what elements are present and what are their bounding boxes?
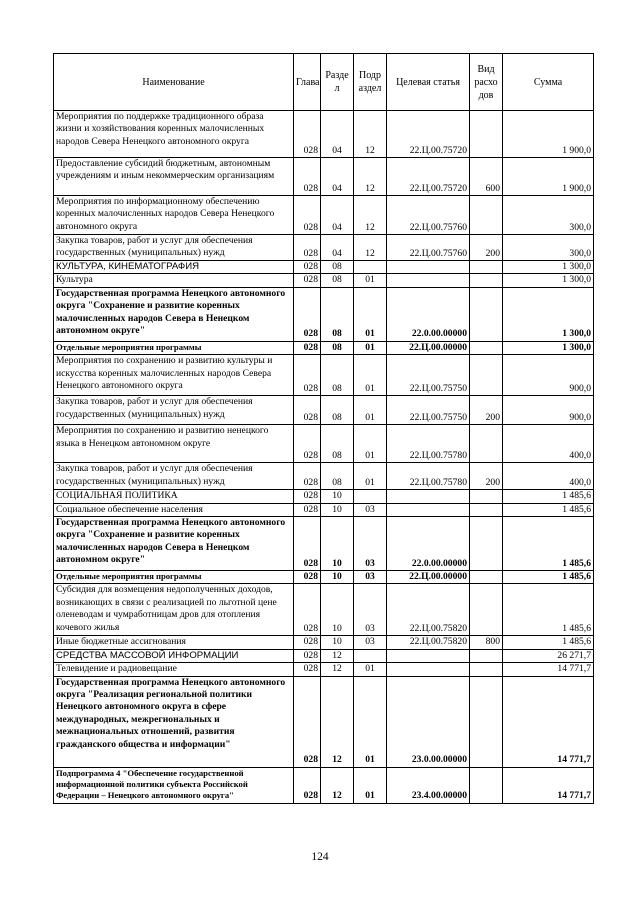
table-header-row [54,54,594,111]
table-cell-glava: 028 [294,235,321,261]
table-cell-sum: 1 300,0 [503,287,594,341]
table-cell-podrazdel: 01 [354,425,387,463]
table-cell-razdel: 04 [321,111,354,158]
table-cell-vid [470,663,503,676]
table-cell-podrazdel: 03 [354,584,387,636]
table-cell-vid [470,584,503,636]
table-cell-glava: 028 [294,341,321,354]
header-name: Наименование [54,54,294,111]
table-cell-glava: 028 [294,274,321,287]
table-row [54,636,594,649]
table-cell-glava: 028 [294,490,321,503]
table-cell-target [387,503,470,516]
table-cell-razdel: 12 [321,676,354,767]
table-cell-target: 22.Ц.00.75780 [387,463,470,490]
table-cell-name: СРЕДСТВА МАССОВОЙ ИНФОРМАЦИИ [54,649,294,662]
table-cell-podrazdel [354,490,387,503]
table-cell-glava: 028 [294,158,321,196]
table-cell-podrazdel: 03 [354,517,387,571]
table-cell-target: 23.4.00.00000 [387,767,470,803]
table-cell-target: 22.Ц.00.75760 [387,196,470,235]
table-cell-vid [470,571,503,584]
table-cell-name: Закупка товаров, работ и услуг для обеспечения государственных (муниципальных) нужд [54,235,294,261]
table-cell-glava: 028 [294,287,321,341]
table-cell-name: Закупка товаров, работ и услуг для обеспечения государственных (муниципальных) нужд [54,396,294,425]
table-cell-razdel: 08 [321,425,354,463]
table-cell-sum: 1 485,6 [503,636,594,649]
table-cell-sum: 1 300,0 [503,274,594,287]
table-cell-podrazdel: 12 [354,111,387,158]
table-cell-vid [470,649,503,662]
table-row [54,287,594,341]
table-cell-sum: 14 771,7 [503,663,594,676]
table-cell-podrazdel: 03 [354,571,387,584]
table-cell-name: Мероприятия по поддержке традиционного образа жизни и хозяйствования коренных малочисленных народов Севера Ненецкого автономного округа [54,111,294,158]
table-cell-razdel: 08 [321,261,354,274]
table-cell-sum: 26 271,7 [503,649,594,662]
table-cell-vid [470,767,503,803]
table-cell-name: Государственная программа Ненецкого автономного округа "Сохранение и развитие коренных малочисленных народов Севера в Ненецком автономном округе" [54,517,294,571]
table-cell-name: Предоставление субсидий бюджетным, автономным учреждениям и иным некоммерческим организациям [54,158,294,196]
table-cell-glava: 028 [294,636,321,649]
table-cell-name: Мероприятия по сохранению и развитию культуры и искусства коренных малочисленных народов Севера Ненецкого автономного округа [54,355,294,396]
table-cell-sum: 400,0 [503,463,594,490]
table-cell-razdel: 08 [321,463,354,490]
table-row [54,584,594,636]
table-cell-name: СОЦИАЛЬНАЯ ПОЛИТИКА [54,490,294,503]
table-row [54,158,594,196]
table-row [54,767,594,803]
table-cell-sum: 300,0 [503,196,594,235]
table-cell-vid: 200 [470,235,503,261]
table-cell-podrazdel: 01 [354,676,387,767]
table-cell-razdel: 08 [321,355,354,396]
table-cell-glava: 028 [294,517,321,571]
table-row [54,663,594,676]
table-cell-podrazdel: 01 [354,355,387,396]
table-cell-razdel: 10 [321,517,354,571]
table-cell-vid [470,503,503,516]
table-cell-razdel: 10 [321,503,354,516]
table-cell-target [387,490,470,503]
table-cell-glava: 028 [294,111,321,158]
table-cell-name: Мероприятия по сохранению и развитию ненецкого языка в Ненецком автономном округе [54,425,294,463]
table-cell-podrazdel: 12 [354,196,387,235]
table-cell-podrazdel [354,261,387,274]
table-cell-target: 22.Ц.00.00000 [387,571,470,584]
budget-table [53,53,594,804]
table-cell-vid: 200 [470,463,503,490]
table-cell-target: 22.Ц.00.75720 [387,111,470,158]
table-cell-glava: 028 [294,261,321,274]
table-cell-sum: 400,0 [503,425,594,463]
table-cell-vid [470,355,503,396]
table-cell-name: Иные бюджетные ассигнования [54,636,294,649]
table-cell-glava: 028 [294,196,321,235]
table-row [54,490,594,503]
table-cell-vid [470,261,503,274]
table-cell-razdel: 10 [321,636,354,649]
table-cell-razdel: 12 [321,767,354,803]
table-cell-target: 22.Ц.00.00000 [387,341,470,354]
table-cell-razdel: 10 [321,490,354,503]
table-row [54,676,594,767]
table-cell-podrazdel: 03 [354,636,387,649]
table-cell-target: 22.Ц.00.75820 [387,636,470,649]
table-cell-glava: 028 [294,767,321,803]
table-cell-sum: 1 900,0 [503,158,594,196]
table-row [54,649,594,662]
table-cell-podrazdel: 01 [354,287,387,341]
table-cell-glava: 028 [294,396,321,425]
table-cell-razdel: 12 [321,663,354,676]
table-cell-glava: 028 [294,463,321,490]
table-row [54,235,594,261]
table-row [54,196,594,235]
table-cell-razdel: 12 [321,649,354,662]
table-cell-sum: 1 485,6 [503,584,594,636]
table-row [54,425,594,463]
table-cell-vid: 600 [470,158,503,196]
table-cell-sum: 1 485,6 [503,517,594,571]
table-cell-sum: 300,0 [503,235,594,261]
table-cell-vid [470,196,503,235]
table-cell-target: 23.0.00.00000 [387,676,470,767]
table-cell-sum: 1 300,0 [503,261,594,274]
page-number: 124 [311,851,329,863]
table-cell-target: 22.Ц.00.75820 [387,584,470,636]
table-cell-target: 22.Ц.00.75750 [387,355,470,396]
table-row [54,341,594,354]
table-cell-glava: 028 [294,676,321,767]
table-row [54,274,594,287]
table-cell-vid [470,287,503,341]
table-cell-podrazdel [354,649,387,662]
header-razdel: Разде л [321,54,354,111]
table-row [54,261,594,274]
header-vid: Вид расхо дов [470,54,503,111]
table-cell-razdel: 04 [321,196,354,235]
table-cell-razdel: 08 [321,396,354,425]
table-cell-razdel: 08 [321,287,354,341]
table-cell-name: КУЛЬТУРА, КИНЕМАТОГРАФИЯ [54,261,294,274]
table-cell-podrazdel: 01 [354,663,387,676]
header-sum: Сумма [503,54,594,111]
table-cell-podrazdel: 03 [354,503,387,516]
header-glava: Глава [294,54,321,111]
table-cell-target [387,663,470,676]
table-cell-target: 22.0.00.00000 [387,287,470,341]
table-cell-target: 22.Ц.00.75720 [387,158,470,196]
table-cell-vid [470,111,503,158]
table-cell-podrazdel: 01 [354,463,387,490]
table-cell-name: Государственная программа Ненецкого автономного округа "Сохранение и развитие коренных малочисленных народов Севера в Ненецком автономном округе" [54,287,294,341]
table-cell-name: Культура [54,274,294,287]
table-cell-glava: 028 [294,355,321,396]
table-cell-name: Закупка товаров, работ и услуг для обеспечения государственных (муниципальных) нужд [54,463,294,490]
table-cell-name: Субсидия для возмещения недополученных доходов, возникающих в связи с реализацией по льготной цене оленеводам и чумработницам дров для отопления кочевого жилья [54,584,294,636]
table-cell-podrazdel: 01 [354,767,387,803]
table-cell-name: Отдельные мероприятия программы [54,571,294,584]
table-cell-sum: 1 900,0 [503,111,594,158]
table-row [54,503,594,516]
table-cell-name: Отдельные мероприятия программы [54,341,294,354]
table-cell-name: Мероприятия по информационному обеспечению коренных малочисленных народов Севера Ненецкого автономного округа [54,196,294,235]
table-cell-vid: 200 [470,396,503,425]
table-cell-target: 22.Ц.00.75780 [387,425,470,463]
table-cell-glava: 028 [294,649,321,662]
table-cell-sum: 1 485,6 [503,490,594,503]
table-cell-vid [470,425,503,463]
table-cell-glava: 028 [294,571,321,584]
table-cell-podrazdel: 01 [354,274,387,287]
table-cell-target: 22.0.00.00000 [387,517,470,571]
table-cell-glava: 028 [294,584,321,636]
table-cell-vid [470,517,503,571]
table-cell-sum: 14 771,7 [503,676,594,767]
table-cell-target [387,649,470,662]
table-cell-sum: 1 300,0 [503,341,594,354]
table-row [54,463,594,490]
table-cell-sum: 14 771,7 [503,767,594,803]
table-cell-podrazdel: 12 [354,158,387,196]
table-cell-target [387,274,470,287]
table-cell-target [387,261,470,274]
table-cell-target: 22.Ц.00.75760 [387,235,470,261]
table-cell-sum: 900,0 [503,396,594,425]
table-cell-sum: 1 485,6 [503,503,594,516]
table-cell-vid [470,341,503,354]
table-row [54,517,594,571]
table-row [54,571,594,584]
table-cell-name: Социальное обеспечение населения [54,503,294,516]
table-cell-podrazdel: 12 [354,235,387,261]
table-cell-razdel: 04 [321,158,354,196]
table-cell-glava: 028 [294,425,321,463]
table-cell-podrazdel: 01 [354,396,387,425]
header-podrazdel: Подр аздел [354,54,387,111]
table-cell-vid [470,274,503,287]
table-cell-glava: 028 [294,663,321,676]
header-target: Целевая статья [387,54,470,111]
table-cell-vid: 800 [470,636,503,649]
table-cell-razdel: 10 [321,584,354,636]
table-row [54,355,594,396]
table-cell-razdel: 08 [321,341,354,354]
table-row [54,396,594,425]
table-cell-sum: 1 485,6 [503,571,594,584]
table-cell-vid [470,676,503,767]
table-cell-glava: 028 [294,503,321,516]
table-cell-vid [470,490,503,503]
table-cell-target: 22.Ц.00.75750 [387,396,470,425]
table-cell-name: Государственная программа Ненецкого автономного округа "Реализация региональной политики Ненецкого автономного округа в сфере международных, межрегиональных и межнациональных отношений, развития гражданского общества и информации" [54,676,294,767]
table-cell-sum: 900,0 [503,355,594,396]
table-cell-podrazdel: 01 [354,341,387,354]
table-cell-razdel: 08 [321,274,354,287]
table-cell-name: Телевидение и радиовещание [54,663,294,676]
table-cell-razdel: 10 [321,571,354,584]
table-cell-razdel: 04 [321,235,354,261]
table-row [54,111,594,158]
table-cell-name: Подпрограмма 4 "Обеспечение государственной информационной политики субъекта Российской Федерации – Ненецкого автономного округа" [54,767,294,803]
